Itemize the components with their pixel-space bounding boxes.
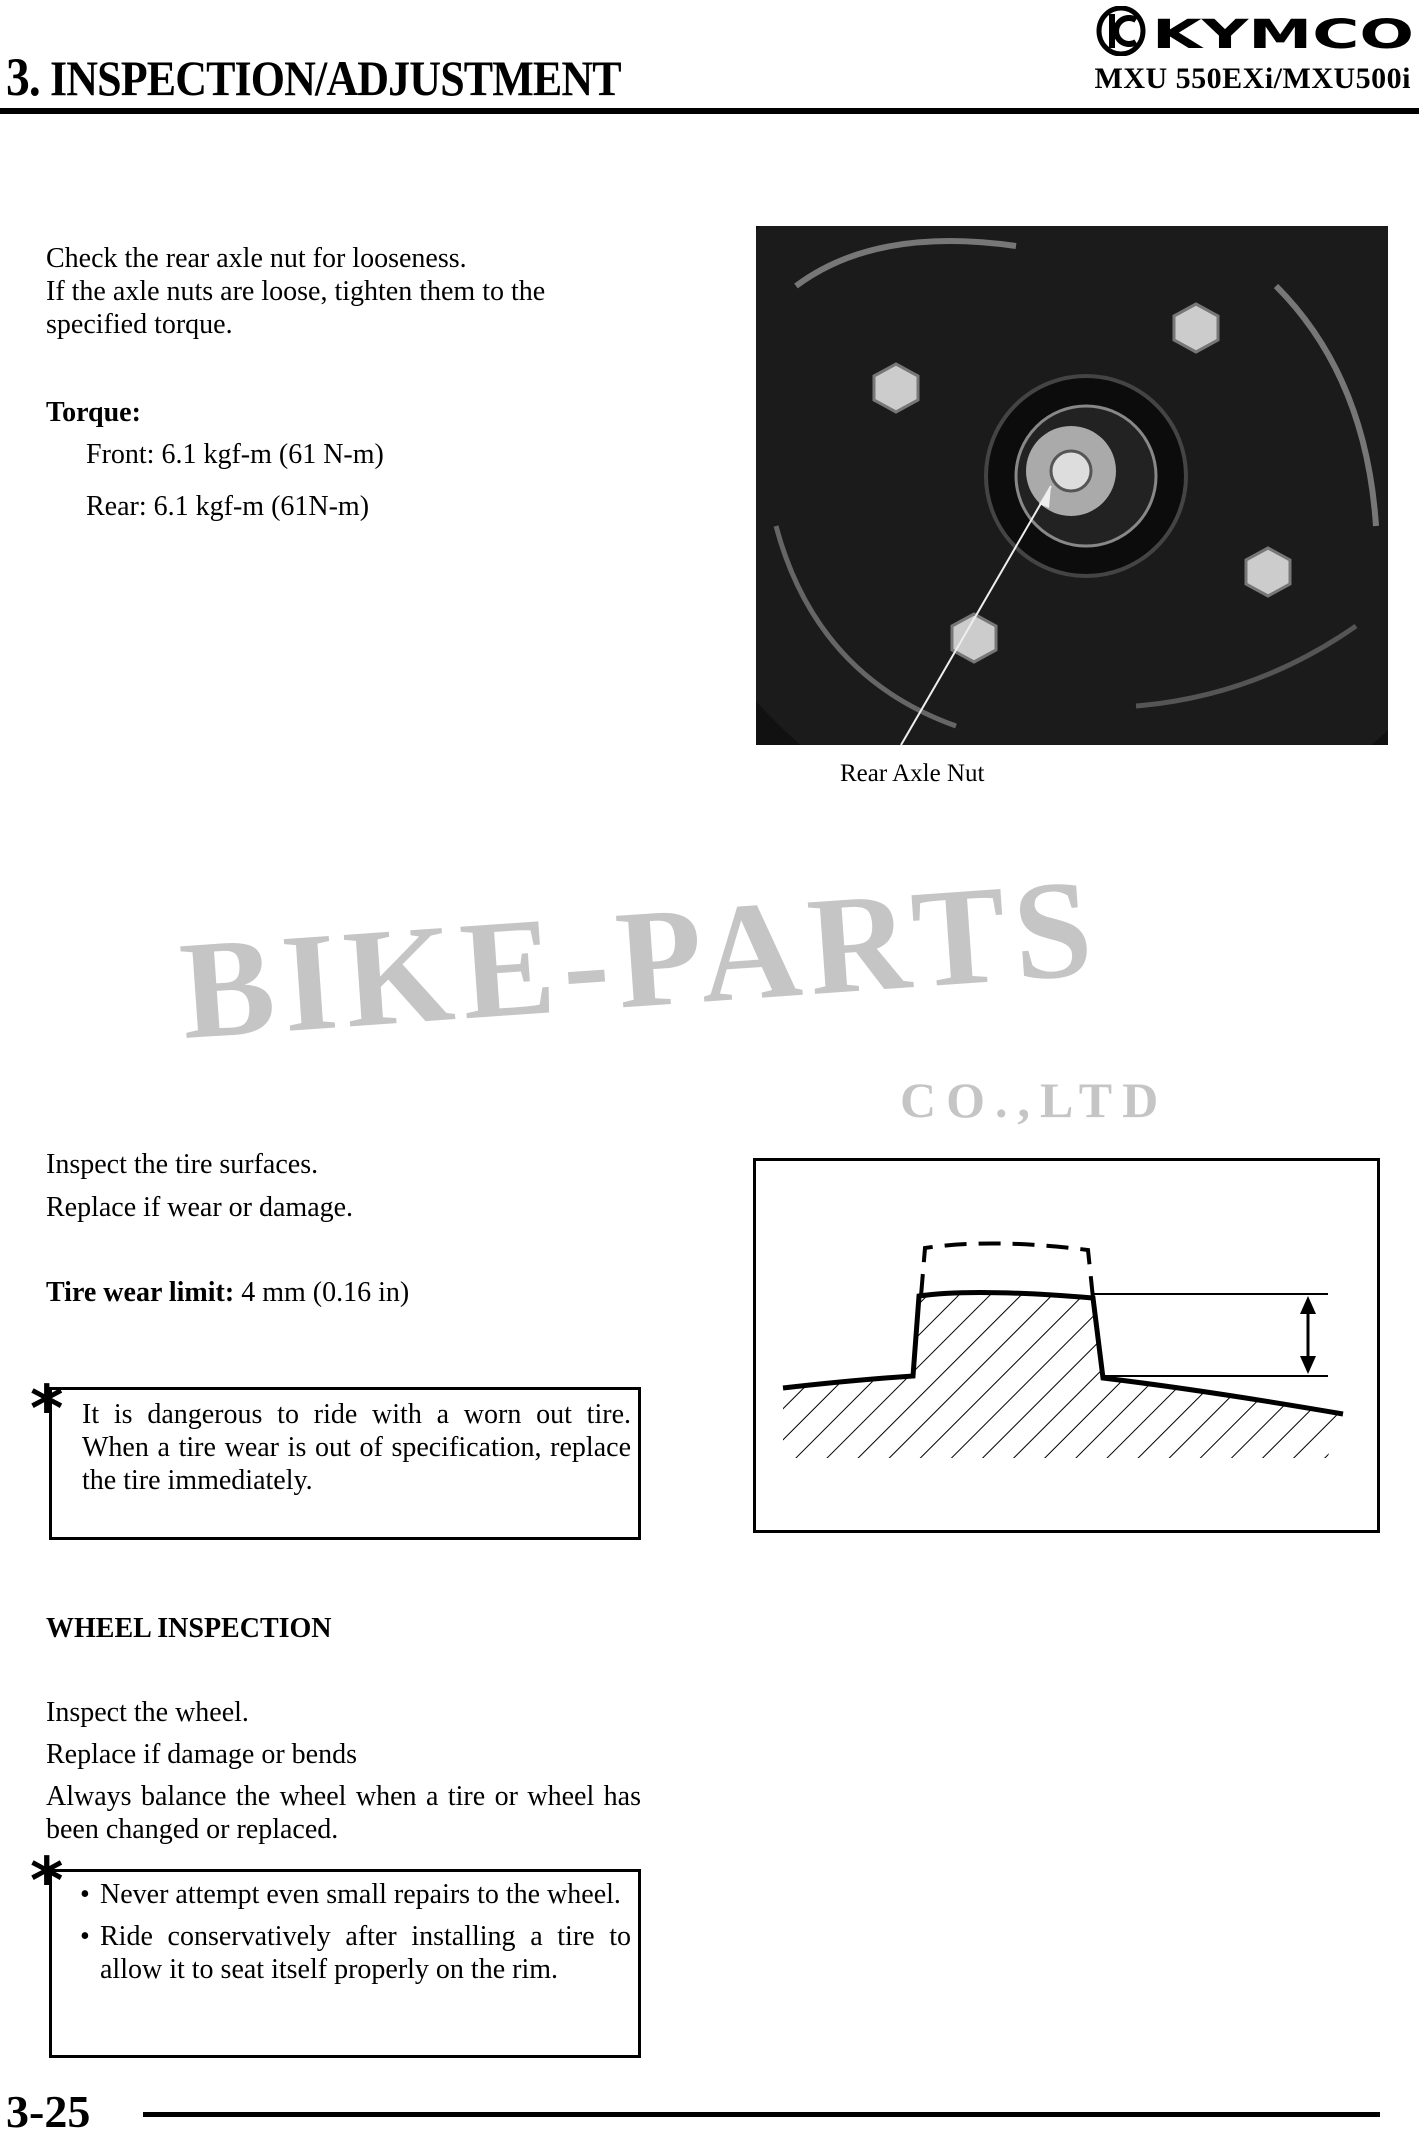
svg-text:KYMCO: KYMCO [1152,12,1414,56]
torque-rear: Rear: 6.1 kgf-m (61N-m) [86,491,370,522]
footer-rule [143,2112,1380,2117]
watermark: BIKE-PARTS [175,850,1105,1069]
warning-item: • Ride conservatively after installing a tire to allow it to seat itself properly on the rim. [80,1921,631,1985]
torque-label: Torque: [46,397,141,428]
page-number: 3-25 [6,2086,91,2137]
header-rule [0,108,1419,114]
tire-line-1: Inspect the tire surfaces. [46,1149,319,1180]
note-asterisk-icon: * [30,1845,64,1919]
rear-axle-photo [756,226,1388,745]
kymco-logo [1096,6,1418,56]
wheel-inspection-heading: WHEEL INSPECTION [46,1613,332,1644]
wheel-line-1: Inspect the wheel. [46,1697,249,1728]
tire-wear-diagram [753,1158,1380,1533]
tire-warning-box: It is dangerous to ride with a worn out tire. When a tire wear is out of specification, replace the tire immediately. [49,1387,641,1540]
model-name: MXU 550EXi/MXU500i [1094,62,1411,95]
wheel-warning-box [49,1869,641,2058]
wheel-line-3: Always balance the wheel when a tire or wheel has been changed or replaced. [46,1781,641,1845]
watermark-sub: CO.,LTD [900,1072,1169,1128]
tire-wear-limit: Tire wear limit: 4 mm (0.16 in) [46,1277,410,1308]
note-asterisk-icon: * [30,1373,64,1447]
axle-instructions: Check the rear axle nut for looseness. If the axle nuts are loose, tighten them to the specified torque. [46,243,546,340]
warning-item: • Never attempt even small repairs to the wheel. [80,1879,621,1910]
photo-caption: Rear Axle Nut [840,760,985,787]
wheel-line-2: Replace if damage or bends [46,1739,357,1770]
torque-front: Front: 6.1 kgf-m (61 N-m) [86,439,384,470]
page-title: 3. INSPECTION/ADJUSTMENT [6,47,621,107]
tire-line-2: Replace if wear or damage. [46,1192,354,1223]
